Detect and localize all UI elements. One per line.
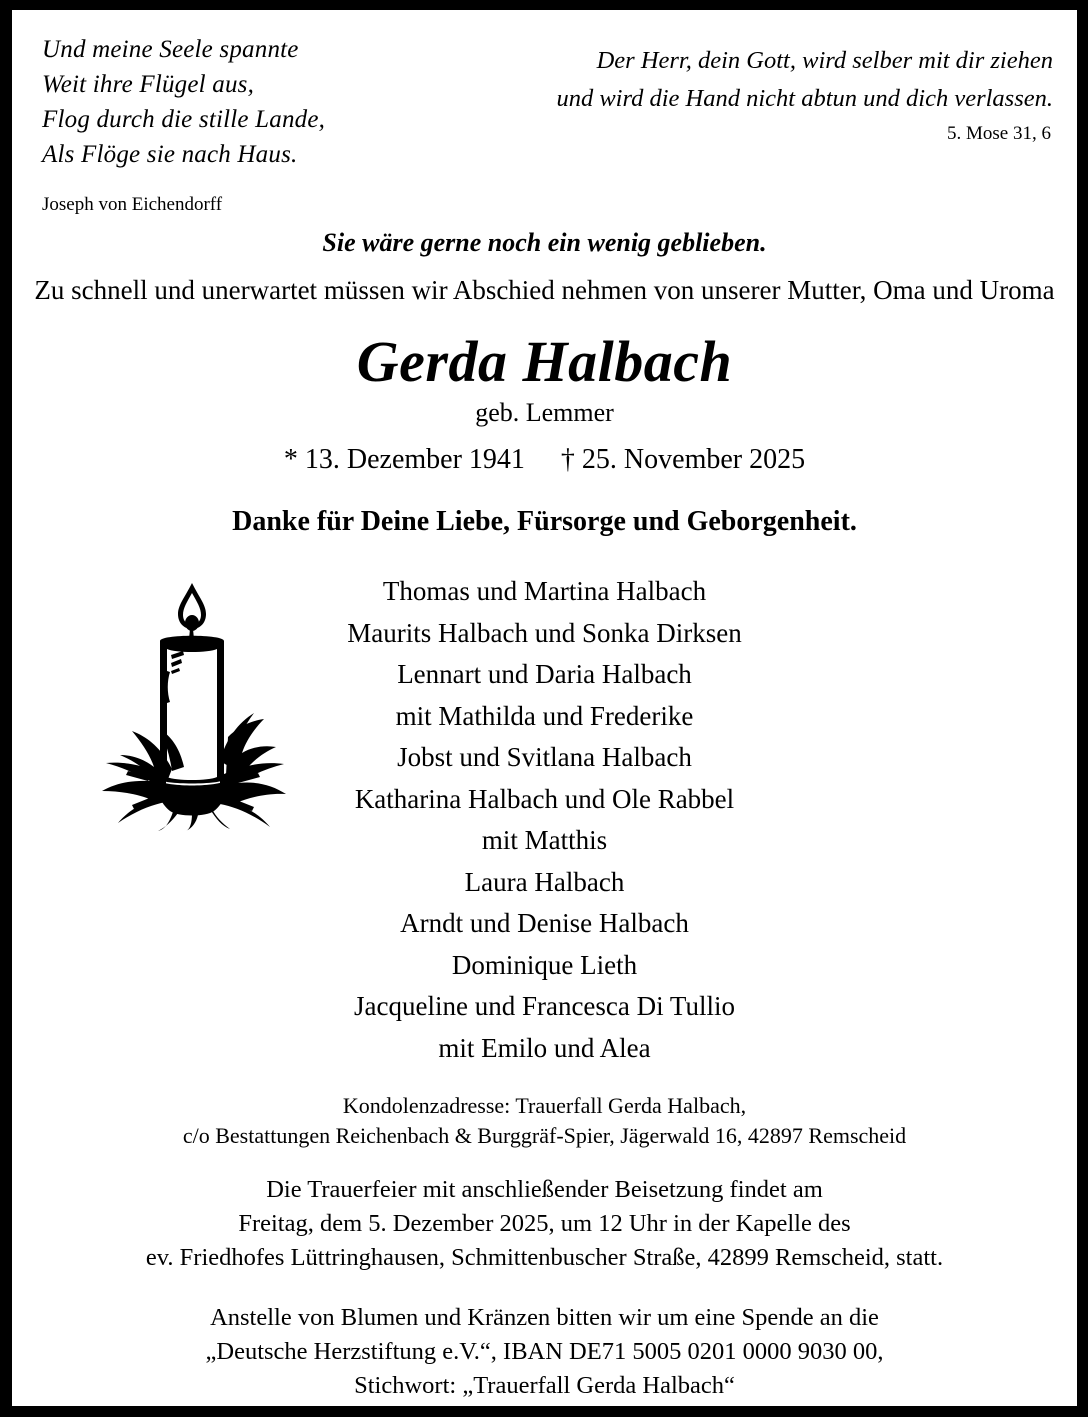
service-line: ev. Friedhofes Lüttringhausen, Schmittenbuscher Straße, 42899 Remscheid, statt.: [145, 1244, 944, 1271]
poem-quote: [42, 32, 325, 172]
deceased-maiden-name: geb. Lemmer: [475, 398, 614, 427]
death-symbol: †: [560, 444, 575, 475]
candle-icon: [88, 571, 298, 831]
mourner-line: mit Mathilda und Frederike: [395, 700, 694, 731]
verse-line: Der Herr, dein Gott, wird selber mit dir ziehen: [596, 47, 1053, 74]
mourner-line: Dominique Lieth: [451, 949, 638, 980]
thanks-line: Danke für Deine Liebe, Fürsorge und Geborgenheit.: [232, 506, 857, 537]
deceased-name: Gerda Halbach: [356, 329, 733, 394]
birth-symbol: *: [283, 444, 298, 475]
service-line: Die Trauerfeier mit anschließender Beisetzung findet am: [266, 1176, 823, 1203]
service-details: [30, 1173, 1059, 1275]
birth-date: 13. Dezember 1941: [304, 444, 525, 475]
top-quotes-zone: [30, 10, 1059, 215]
donation-request: [30, 1301, 1059, 1403]
poem-line: Und meine Seele spannte: [42, 36, 299, 63]
lead-italic-line: Sie wäre gerne noch ein wenig geblieben.: [322, 228, 767, 257]
poem-line: Flog durch die stille Lande,: [42, 106, 326, 133]
mourner-line: Laura Halbach: [464, 866, 625, 897]
mourner-line: Maurits Halbach und Sonka Dirksen: [347, 617, 742, 648]
verse-line: und wird die Hand nicht abtun und dich verlassen.: [556, 85, 1053, 112]
life-dates: [30, 443, 1059, 477]
address-line: Kondolenzadresse: Trauerfall Gerda Halbach,: [342, 1093, 747, 1118]
bible-verse: [556, 42, 1053, 118]
mourner-line: Lennart und Daria Halbach: [397, 659, 692, 689]
mourner-line: Jacqueline und Francesca Di Tullio: [354, 991, 735, 1021]
mourner-line: mit Matthis: [481, 825, 608, 855]
poem-line: Als Flöge sie nach Haus.: [42, 141, 298, 168]
condolence-address: [30, 1091, 1059, 1151]
poem-line: Weit ihre Flügel aus,: [42, 71, 255, 98]
death-date: 25. November 2025: [581, 444, 806, 475]
mourners-zone: [30, 571, 1059, 1069]
donation-line: Anstelle von Blumen und Kränzen bitten wir um eine Spende an die: [210, 1304, 879, 1331]
mourner-line: mit Emilo und Alea: [438, 1032, 651, 1063]
service-line: Freitag, dem 5. Dezember 2025, um 12 Uhr in der Kapelle des: [238, 1210, 851, 1237]
address-line: c/o Bestattungen Reichenbach & Burggräf-Spier, Jägerwald 16, 42897 Remscheid: [182, 1123, 907, 1148]
mourner-line: Arndt und Denise Halbach: [400, 908, 689, 938]
poem-author: Joseph von Eichendorff: [42, 194, 223, 215]
mourner-line: Katharina Halbach und Ole Rabbel: [354, 783, 735, 814]
donation-line: „Deutsche Herzstiftung e.V.“, IBAN DE71 5005 0201 0000 9030 00,: [205, 1338, 884, 1365]
bible-verse-reference: 5. Mose 31, 6: [947, 123, 1051, 144]
announcement-line: Zu schnell und unerwartet müssen wir Abschied nehmen von unserer Mutter, Oma und Uroma: [34, 275, 1055, 305]
mourner-line: Jobst und Svitlana Halbach: [397, 742, 692, 772]
notice-inner: [12, 10, 1077, 1406]
mourner-line: Thomas und Martina Halbach: [382, 576, 707, 606]
donation-line: Stichwort: „Trauerfall Gerda Halbach“: [354, 1372, 735, 1399]
